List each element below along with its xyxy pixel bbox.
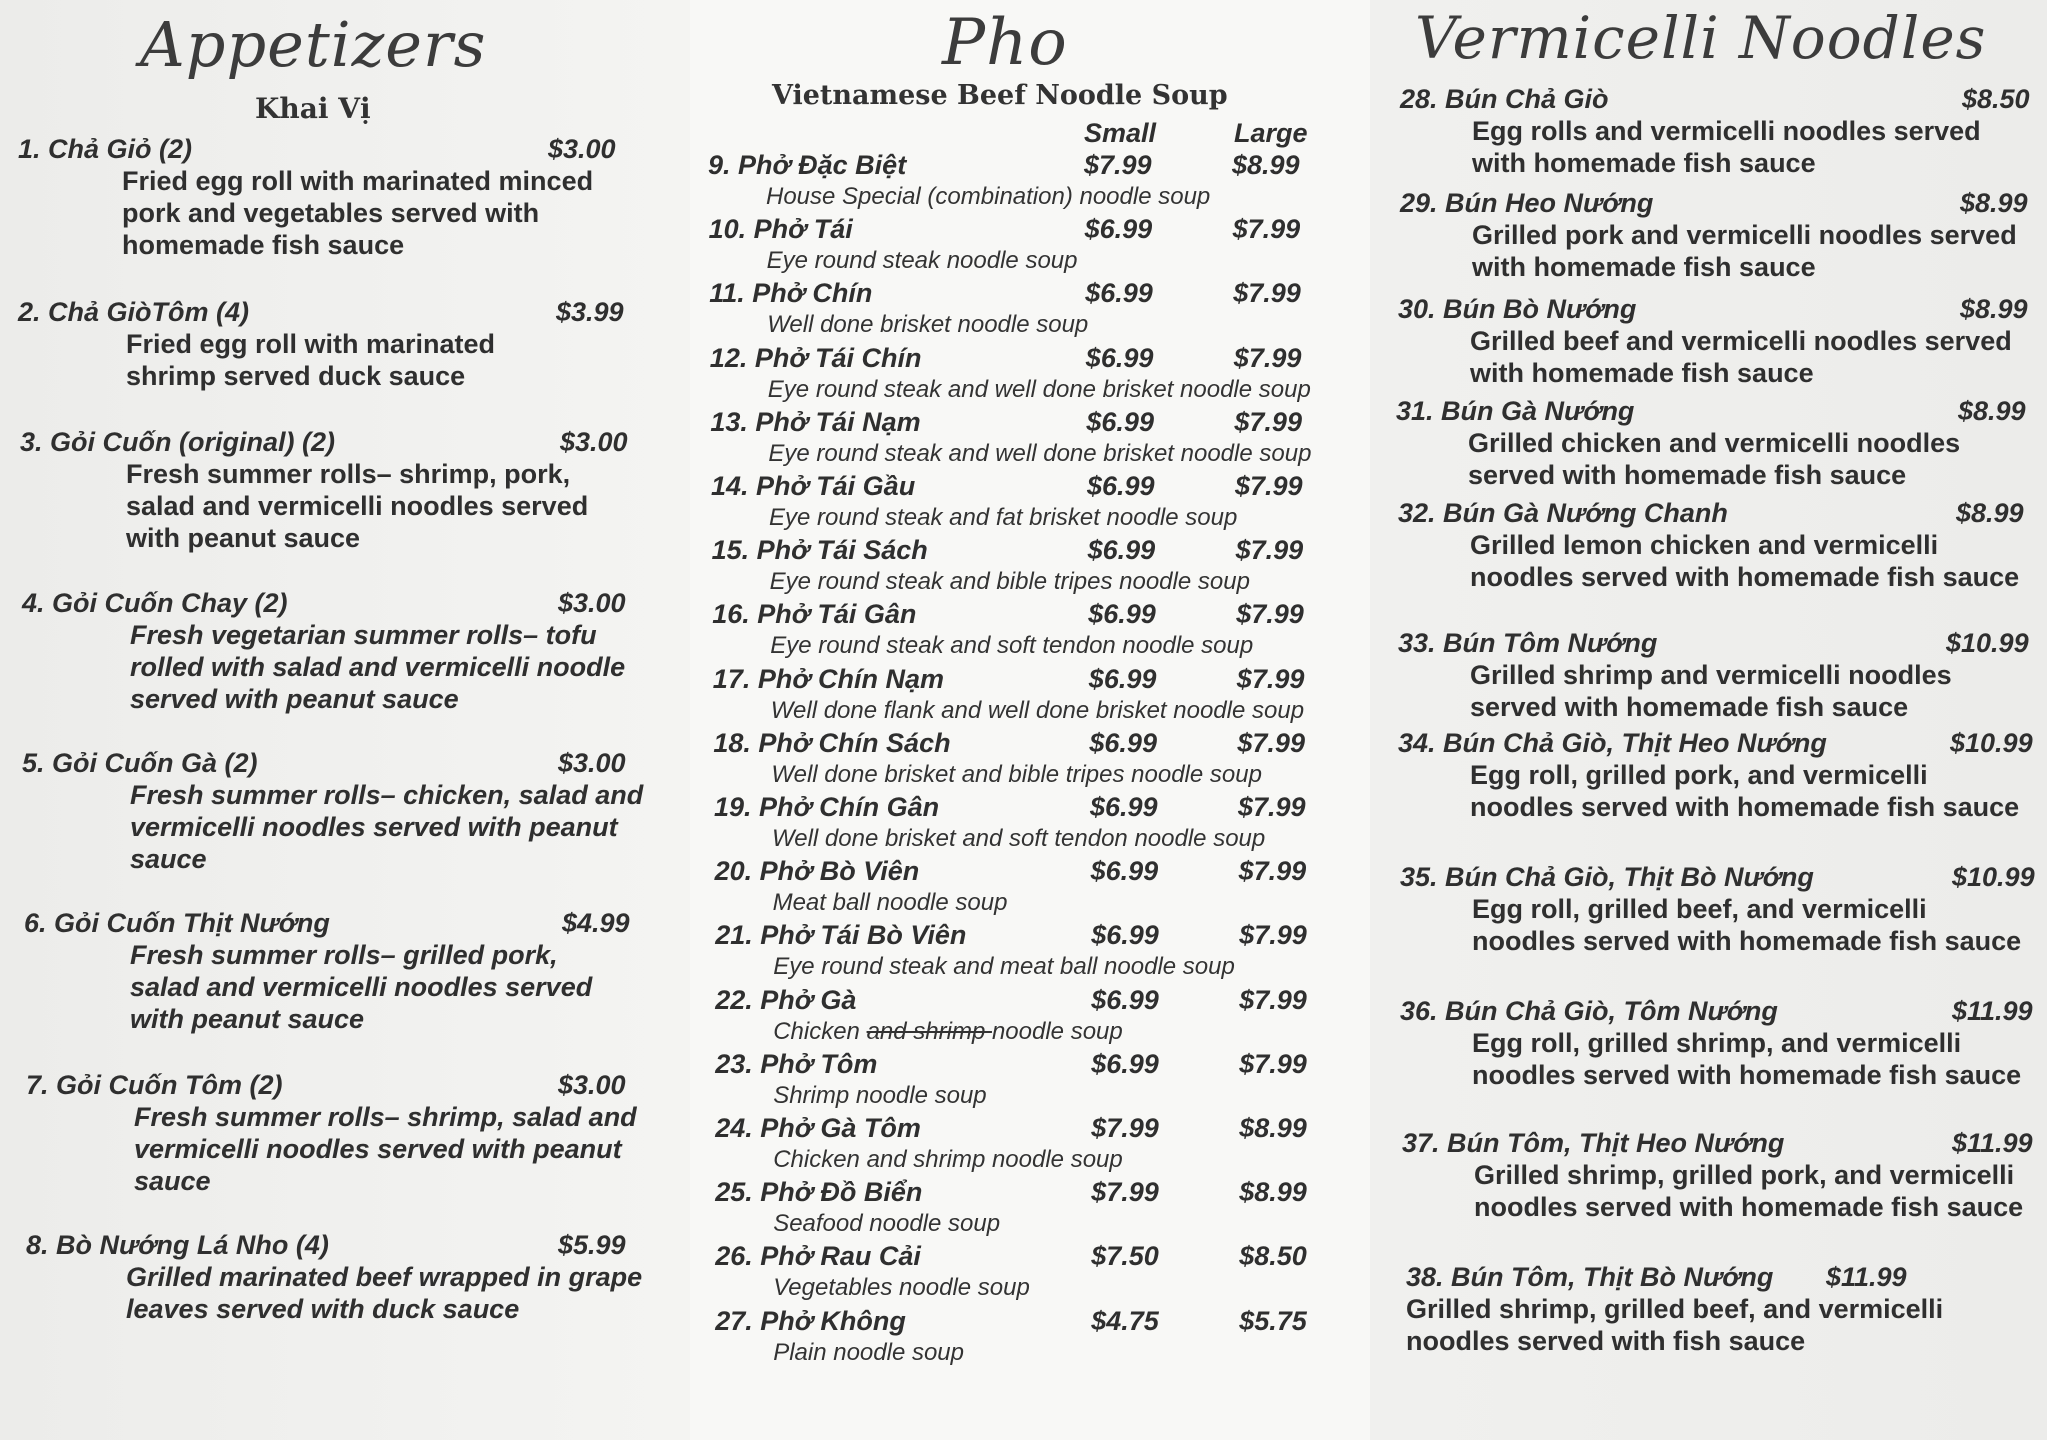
item-name: 8. Bò Nướng Lá Nho (4) xyxy=(26,1230,329,1260)
item-name: 33. Bún Tôm Nướng xyxy=(1398,628,1658,658)
pho-item xyxy=(713,728,1353,789)
pho-item xyxy=(712,599,1352,660)
item-price: $8.50 xyxy=(1962,84,2030,114)
item-description: Well done brisket and bible tripes noodle soup xyxy=(771,760,1262,788)
item-description: Eye round steak and soft tendon noodle soup xyxy=(770,632,1254,660)
small-price: $7.99 xyxy=(1091,1113,1159,1143)
item-description: Egg roll, grilled beef, and vermicelli noodles served with homemade fish sauce xyxy=(1472,894,2022,956)
item-description: Grilled pork and vermicelli noodles served with homemade fish sauce xyxy=(1472,220,2017,282)
item-name: 7. Gỏi Cuốn Tôm (2) xyxy=(26,1070,283,1100)
small-price: $4.75 xyxy=(1091,1305,1159,1336)
item-description: Grilled shrimp and vermicelli noodles served with homemade fish sauce xyxy=(1470,660,1952,722)
item-price: $3.99 xyxy=(556,297,624,327)
large-price: $7.99 xyxy=(1239,984,1307,1015)
item-price: $5.99 xyxy=(558,1230,626,1260)
vermicelli-item xyxy=(1398,628,2038,723)
item-name: 38. Bún Tôm, Thịt Bò Nướng xyxy=(1406,1262,1774,1292)
item-price: $11.99 xyxy=(1952,996,2033,1026)
pho-item xyxy=(710,407,1350,468)
item-description: Shrimp noodle soup xyxy=(773,1081,987,1109)
small-price: $6.99 xyxy=(1088,663,1157,694)
description-text: noodle soup xyxy=(991,1017,1123,1045)
item-name: 17. Phở Chín Nạm xyxy=(712,663,944,694)
small-price: $6.99 xyxy=(1089,727,1157,758)
appetizer-item xyxy=(22,588,662,715)
large-price: $7.99 xyxy=(1236,599,1304,630)
item-name: 32. Bún Gà Nướng Chanh xyxy=(1398,498,1728,528)
item-name: 21. Phở Tái Bò Viên xyxy=(715,920,967,951)
item-description: Egg roll, grilled pork, and vermicelli noodles served with homemade fish sauce xyxy=(1470,760,2020,822)
pho-item xyxy=(714,792,1354,853)
item-description: Meat ball noodle soup xyxy=(772,889,1008,917)
large-price: $8.50 xyxy=(1239,1241,1307,1272)
item-name: 28. Bún Chả Giò xyxy=(1400,84,1609,114)
large-price: $8.99 xyxy=(1239,1177,1307,1208)
small-price: $6.99 xyxy=(1091,984,1159,1015)
item-description: Eye round steak and meat ball noodle soup xyxy=(773,953,1235,981)
item-description: Seafood noodle soup xyxy=(773,1210,1001,1238)
item-price: $8.99 xyxy=(1956,498,2024,528)
item-name: 25. Phở Đồ Biển xyxy=(715,1177,923,1208)
large-price: $7.99 xyxy=(1233,342,1302,373)
large-price: $7.99 xyxy=(1239,1048,1307,1079)
pho-item xyxy=(715,1306,1355,1367)
item-name: 20. Phở Bò Viên xyxy=(714,856,920,887)
item-description: Fried egg roll with marinated minced pork and vegetables served with homemade fish sauce xyxy=(122,166,594,260)
vermicelli-item xyxy=(1400,996,2040,1091)
appetizer-item xyxy=(18,297,658,392)
vermicelli-item xyxy=(1402,1128,2042,1223)
item-name: 5. Gỏi Cuốn Gà (2) xyxy=(22,748,258,778)
vermicelli-column xyxy=(1370,0,2047,1440)
item-description: Fresh summer rolls– grilled pork, salad and vermicelli noodles served with peanut sauce xyxy=(130,940,593,1034)
item-description: Eye round steak and bible tripes noodle soup xyxy=(769,568,1250,596)
item-price: $8.99 xyxy=(1960,188,2028,218)
item-name: 13. Phở Tái Nạm xyxy=(710,406,921,437)
small-price: $6.99 xyxy=(1088,599,1156,630)
small-price: $7.99 xyxy=(1091,1177,1159,1208)
small-price: $6.99 xyxy=(1087,535,1156,566)
large-price: $5.75 xyxy=(1239,1305,1307,1336)
item-name: 19. Phở Chín Gân xyxy=(714,792,940,822)
item-description: Fresh summer rolls– shrimp, pork, salad and vermicelli noodles served with peanut sauce xyxy=(126,459,589,553)
appetizer-item xyxy=(26,1230,666,1325)
item-name: 4. Gỏi Cuốn Chay (2) xyxy=(22,588,288,618)
item-description: Fresh summer rolls– shrimp, salad and vermicelli noodles served with peanut sauce xyxy=(134,1102,637,1196)
struck-description-text: and shrimp xyxy=(866,1017,992,1045)
item-description xyxy=(773,1018,1355,1046)
item-description: Eye round steak and well done brisket noodle soup xyxy=(767,375,1311,403)
item-description: Eye round steak noodle soup xyxy=(766,247,1078,275)
item-price: $3.00 xyxy=(558,588,626,618)
large-price: $8.99 xyxy=(1239,1113,1307,1143)
item-price: $3.00 xyxy=(560,427,628,457)
item-description: Eye round steak and well done brisket noodle soup xyxy=(768,439,1312,467)
item-name: 29. Bún Heo Nướng xyxy=(1400,188,1654,218)
pho-item xyxy=(712,535,1352,596)
item-price: $10.99 xyxy=(1950,728,2033,758)
item-price: $8.99 xyxy=(1958,396,2026,426)
large-price: $7.99 xyxy=(1239,920,1307,951)
large-column-header: Large xyxy=(1234,118,1308,148)
item-description: Plain noodle soup xyxy=(773,1338,965,1366)
item-description: Grilled shrimp, grilled beef, and vermicelli noodles served with fish sauce xyxy=(1406,1294,1944,1356)
pho-item xyxy=(713,664,1353,725)
item-name: 30. Bún Bò Nướng xyxy=(1398,294,1637,324)
item-name: 10. Phở Tái xyxy=(708,214,853,245)
vermicelli-item xyxy=(1398,728,2038,823)
appetizer-item xyxy=(20,427,660,554)
small-price: $6.99 xyxy=(1085,342,1154,373)
item-name: 9. Phở Đặc Biệt xyxy=(708,150,907,180)
item-description: Well done flank and well done brisket noodle soup xyxy=(770,696,1305,724)
pho-item xyxy=(715,985,1355,1046)
item-name: 23. Phở Tôm xyxy=(715,1048,878,1079)
small-price: $6.99 xyxy=(1087,471,1155,501)
item-name: 36. Bún Chả Giò, Tôm Nướng xyxy=(1400,996,1778,1026)
item-price: $10.99 xyxy=(1952,862,2035,892)
item-name: 12. Phở Tái Chín xyxy=(709,342,922,373)
small-price: $6.99 xyxy=(1090,792,1158,822)
item-price: $4.99 xyxy=(562,908,630,938)
item-description: Grilled beef and vermicelli noodles served with homemade fish sauce xyxy=(1470,326,2012,388)
item-name: 6. Gỏi Cuốn Thịt Nướng xyxy=(24,908,330,938)
pho-item xyxy=(715,1049,1355,1110)
pho-item xyxy=(710,343,1350,404)
vermicelli-item xyxy=(1398,498,2038,593)
appetizer-item xyxy=(26,1070,666,1197)
item-name: 18. Phở Chín Sách xyxy=(713,727,951,758)
item-description: Eye round steak and fat brisket noodle soup xyxy=(769,504,1238,531)
appetizer-item xyxy=(18,134,658,261)
large-price: $7.99 xyxy=(1235,535,1304,566)
appetizer-item xyxy=(24,908,664,1035)
appetizers-column xyxy=(0,0,690,1440)
vermicelli-item xyxy=(1400,188,2040,283)
small-price: $7.50 xyxy=(1091,1241,1159,1272)
small-price: $6.99 xyxy=(1086,406,1154,437)
vermicelli-item xyxy=(1400,862,2040,957)
vermicelli-item xyxy=(1406,1262,2046,1357)
item-price: $3.00 xyxy=(558,748,626,778)
small-price: $6.99 xyxy=(1091,920,1159,951)
small-price: $6.99 xyxy=(1091,1048,1159,1079)
small-price: $6.99 xyxy=(1084,214,1153,245)
item-name: 3. Gỏi Cuốn (original) (2) xyxy=(20,427,335,457)
pho-title: Pho xyxy=(942,6,1068,80)
item-description: Fresh vegetarian summer rolls– tofu rolled with salad and vermicelli noodle served with peanut sauce xyxy=(130,620,626,714)
large-price: $7.99 xyxy=(1237,727,1305,758)
item-description: Grilled chicken and vermicelli noodles served with homemade fish sauce xyxy=(1468,428,1961,490)
pho-item xyxy=(715,856,1355,917)
item-price: $3.00 xyxy=(548,134,616,164)
pho-item xyxy=(709,214,1349,275)
item-description: Egg rolls and vermicelli noodles served with homemade fish sauce xyxy=(1472,116,1981,178)
item-description: Fried egg roll with marinated shrimp served duck sauce xyxy=(126,329,496,391)
large-price: $8.99 xyxy=(1232,150,1300,180)
item-description: Grilled lemon chicken and vermicelli noodles served with homemade fish sauce xyxy=(1470,530,2020,592)
item-name: 11. Phở Chín xyxy=(709,278,873,309)
large-price: $7.99 xyxy=(1238,792,1306,822)
item-price: $11.99 xyxy=(1952,1128,2033,1158)
item-price: $10.99 xyxy=(1946,628,2029,658)
pho-item xyxy=(715,1177,1355,1238)
pho-item xyxy=(708,150,1348,211)
item-name: 24. Phở Gà Tôm xyxy=(715,1113,921,1143)
pho-item xyxy=(715,920,1355,981)
pho-item xyxy=(709,278,1349,339)
item-price: $3.00 xyxy=(558,1070,626,1100)
small-price: $6.99 xyxy=(1090,856,1159,887)
description-text: Chicken xyxy=(773,1017,867,1045)
appetizer-item xyxy=(22,748,662,875)
pho-column xyxy=(690,0,1370,1440)
item-description: Grilled shrimp, grilled pork, and vermicelli noodles served with homemade fish sauce xyxy=(1474,1160,2024,1222)
item-name: 14. Phở Tái Gầu xyxy=(711,471,916,501)
item-name: 1. Chả Giỏ (2) xyxy=(18,134,193,164)
item-price: $11.99 xyxy=(1826,1262,1907,1292)
large-price: $7.99 xyxy=(1232,214,1301,245)
item-description: Fresh summer rolls– chicken, salad and vermicelli noodles served with peanut sauce xyxy=(130,780,644,874)
item-name: 37. Bún Tôm, Thịt Heo Nướng xyxy=(1402,1128,1785,1158)
small-column-header: Small xyxy=(1084,118,1157,148)
item-description: Well done brisket noodle soup xyxy=(767,311,1089,339)
large-price: $7.99 xyxy=(1238,856,1307,887)
appetizers-title: Appetizers xyxy=(140,8,487,81)
vermicelli-item xyxy=(1398,294,2038,389)
item-name: 16. Phở Tái Gân xyxy=(712,599,917,630)
small-price: $6.99 xyxy=(1085,278,1153,309)
appetizers-subtitle: Khai Vị xyxy=(255,92,371,125)
item-name: 22. Phở Gà xyxy=(715,984,857,1015)
item-description: Egg roll, grilled shrimp, and vermicelli noodles served with homemade fish sauce xyxy=(1472,1028,2022,1090)
small-price: $7.99 xyxy=(1084,150,1152,180)
pho-item xyxy=(715,1113,1355,1174)
large-price: $7.99 xyxy=(1236,663,1305,694)
pho-subtitle: Vietnamese Beef Noodle Soup xyxy=(772,80,1228,111)
item-name: 26. Phở Rau Cải xyxy=(715,1241,921,1272)
item-name: 34. Bún Chả Giò, Thịt Heo Nướng xyxy=(1398,728,1827,758)
item-description: Vegetables noodle soup xyxy=(773,1274,1030,1302)
item-name: 31. Bún Gà Nướng xyxy=(1396,396,1635,426)
item-name: 15. Phở Tái Sách xyxy=(711,535,928,566)
item-description: Grilled marinated beef wrapped in grape leaves served with duck sauce xyxy=(126,1262,643,1324)
vermicelli-item xyxy=(1400,84,2040,179)
item-name: 27. Phở Không xyxy=(715,1305,906,1336)
vermicelli-item xyxy=(1396,396,2036,491)
large-price: $7.99 xyxy=(1234,406,1302,437)
pho-item xyxy=(715,1241,1355,1302)
vermicelli-title: Vermicelli Noodles xyxy=(1415,4,1987,72)
item-price: $8.99 xyxy=(1960,294,2028,324)
item-name: 35. Bún Chả Giò, Thịt Bò Nướng xyxy=(1400,862,1814,892)
item-description: House Special (combination) noodle soup xyxy=(766,183,1211,210)
item-name: 2. Chả GiòTôm (4) xyxy=(18,297,250,327)
pho-item xyxy=(711,471,1351,532)
large-price: $7.99 xyxy=(1235,471,1303,501)
item-description: Chicken and shrimp noodle soup xyxy=(773,1146,1123,1173)
item-description: Well done brisket and soft tendon noodle soup xyxy=(772,825,1266,852)
large-price: $7.99 xyxy=(1233,278,1301,309)
